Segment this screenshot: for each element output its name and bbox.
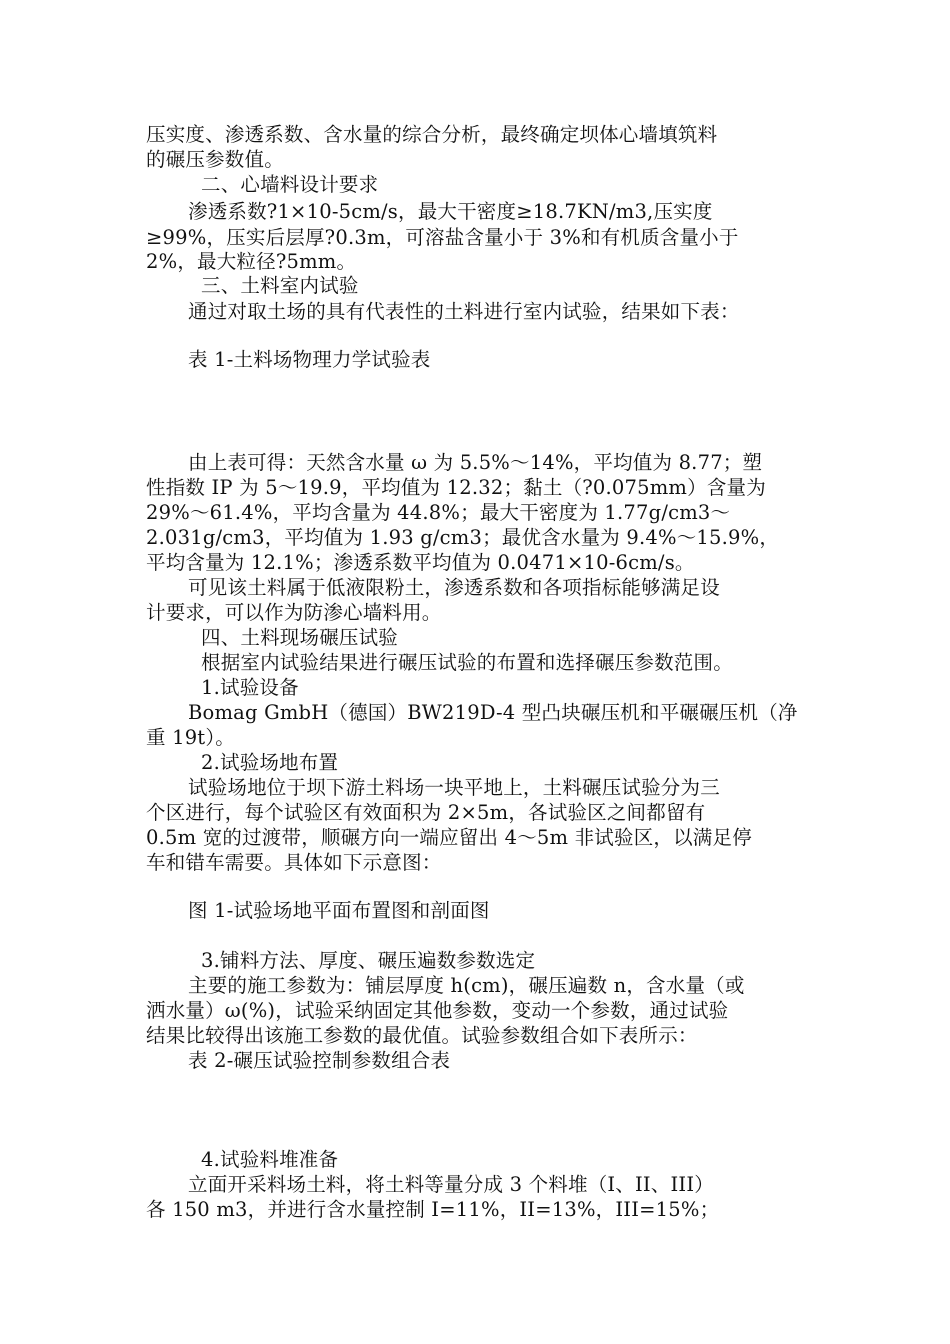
text-line: 0.5m 宽的过渡带，顺碾方向一端应留出 4～5m 非试验区，以满足停 [146,826,752,849]
text-line: 压实度、渗透系数、含水量的综合分析，最终确定坝体心墙填筑料 [146,123,718,146]
section-heading-4: 四、土料现场碾压试验 [201,626,399,649]
subheading-3: 3.铺料方法、厚度、碾压遍数参数选定 [201,949,536,972]
text-line: 由上表可得：天然含水量 ω 为 5.5%～14%，平均值为 8.77；塑 [188,451,763,474]
subheading-1: 1.试验设备 [201,676,299,699]
text-line: 洒水量）ω(%)，试验采纳固定其他参数，变动一个参数，通过试验 [146,999,729,1022]
text-line: 可见该土料属于低液限粉土，渗透系数和各项指标能够满足设 [188,576,720,599]
table-caption-1: 表 1-土料场物理力学试验表 [188,348,431,371]
figure-caption-1: 图 1-试验场地平面布置图和剖面图 [188,899,490,922]
text-line: 车和错车需要。具体如下示意图： [146,851,442,874]
text-line: 结果比较得出该施工参数的最优值。试验参数组合如下表所示： [146,1024,698,1047]
text-line: 性指数 IP 为 5～19.9，平均值为 12.32；黏土（?0.075mm）含量为 [146,476,766,499]
text-line: 个区进行，每个试验区有效面积为 2×5m，各试验区之间都留有 [146,801,706,824]
text-line: 重 19t）。 [146,726,235,749]
text-line: 根据室内试验结果进行碾压试验的布置和选择碾压参数范围。 [201,651,733,674]
text-line: 通过对取土场的具有代表性的土料进行室内试验，结果如下表： [188,300,740,323]
subheading-4: 4.试验料堆准备 [201,1148,339,1171]
subheading-2: 2.试验场地布置 [201,751,339,774]
text-line: 29%～61.4%，平均含量为 44.8%；最大干密度为 1.77g/cm3～ [146,501,731,524]
text-line: 主要的施工参数为：铺层厚度 h(cm)，碾压遍数 n，含水量（或 [188,974,745,997]
text-line: 计要求，可以作为防渗心墙料用。 [146,601,442,624]
text-line: 2%，最大粒径?5mm。 [146,250,357,273]
text-line: 立面开采料场土料，将土料等量分成 3 个料堆（I、II、III） [188,1173,714,1196]
text-line: 的碾压参数值。 [146,148,284,171]
text-line: 2.031g/cm3，平均值为 1.93 g/cm3；最优含水量为 9.4%～15.9%， [146,526,780,549]
text-line: 各 150 m3，并进行含水量控制 I=11%，II=13%，III=15%； [146,1198,720,1221]
section-heading-3: 三、土料室内试验 [201,274,359,297]
text-line: 平均含量为 12.1%；渗透系数平均值为 0.0471×10-6cm/s。 [146,551,695,574]
text-line: Bomag GmbH（德国）BW219D-4 型凸块碾压机和平碾碾压机（净 [188,701,798,724]
text-line: 试验场地位于坝下游土料场一块平地上，土料碾压试验分为三 [188,776,720,799]
section-heading-2: 二、心墙料设计要求 [201,173,379,196]
text-line: ≥99%，压实后层厚?0.3m，可溶盐含量小于 3%和有机质含量小于 [146,226,739,249]
table-caption-2: 表 2-碾压试验控制参数组合表 [188,1049,451,1072]
text-line: 渗透系数?1×10-5cm/s，最大干密度≥18.7KN/m3,压实度 [188,200,713,223]
